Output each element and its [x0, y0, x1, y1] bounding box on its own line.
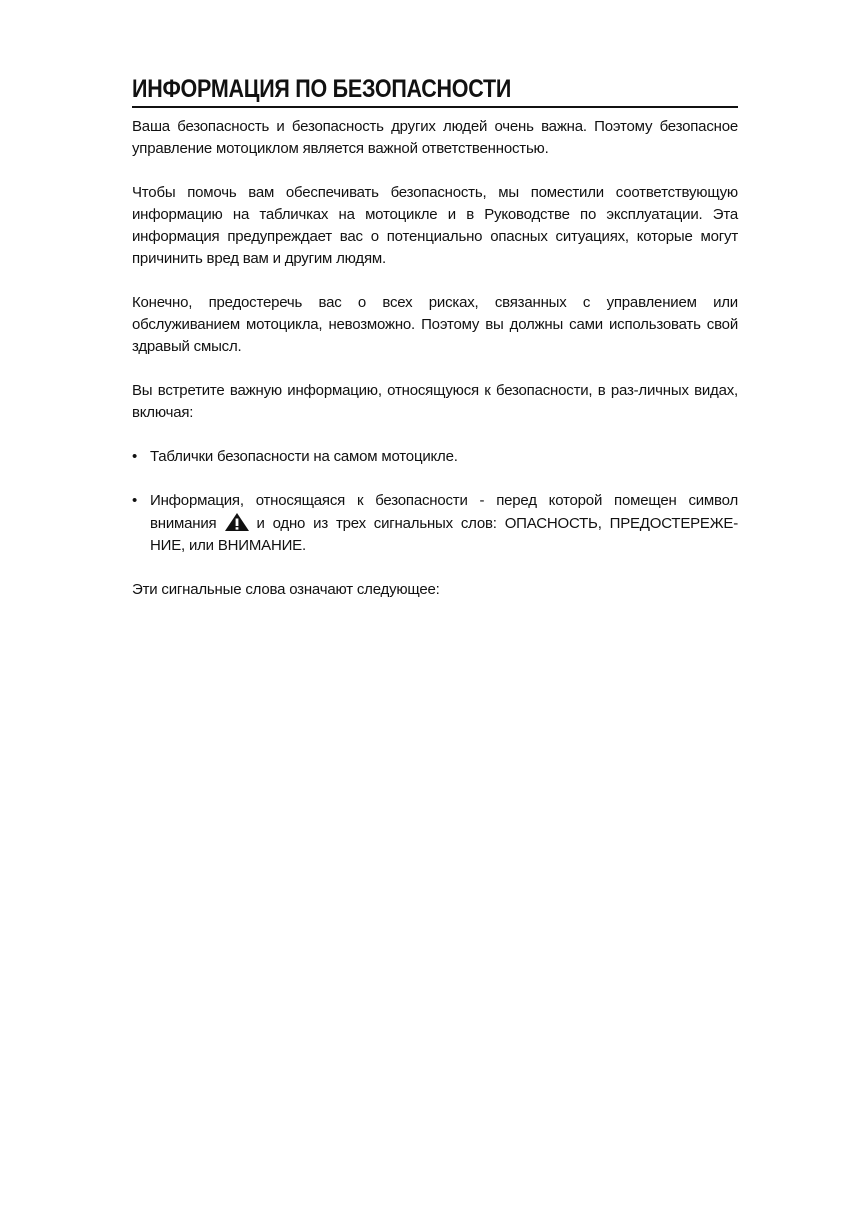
paragraph-labels: Чтобы помочь вам обеспечивать безопасность, мы поместили соответствующую информацию на табличках на мотоцикле и в Руководстве по эксплуатации. Эта информация предупреждает вас о потенциально опасных ситуациях, которые могут причинить вред вам и другим людям. — [132, 184, 738, 267]
bullet-marker: • — [132, 492, 138, 509]
list-item-text: Информация, относящаяся к безопасности - перед которой помещен символ внимания — [150, 492, 738, 532]
list-item — [132, 490, 738, 557]
bullet-list — [132, 446, 738, 557]
list-item-text: и одно из трех сигнальных слов: ОПАСНОСТЬ, ПРЕДОСТЕРЕЖЕ-НИЕ, или ВНИМАНИЕ. — [150, 515, 738, 554]
title-underline — [132, 106, 738, 108]
list-item — [132, 446, 738, 468]
body-text — [132, 116, 738, 601]
warning-triangle-icon — [224, 512, 250, 532]
bullet-marker: • — [132, 448, 138, 465]
page-title: ИНФОРМАЦИЯ ПО БЕЗОПАСНОСТИ — [132, 75, 512, 103]
paragraph-forms: Вы встретите важную информацию, относящуюся к безопасности, в раз-личных видах, включая: — [132, 382, 738, 421]
paragraph-intro: Ваша безопасность и безопасность других людей очень важна. Поэтому безопасное управление мотоциклом является важной ответственностью. — [132, 118, 738, 157]
paragraph-risks: Конечно, предостеречь вас о всех рисках, связанных с управлением или обслуживанием мотоцикла, невозможно. Поэтому вы должны сами использовать свой здравый смысл. — [132, 294, 738, 355]
paragraph-signal-words: Эти сигнальные слова означают следующее: — [132, 581, 440, 598]
list-item-text: Таблички безопасности на самом мотоцикле. — [150, 448, 458, 465]
